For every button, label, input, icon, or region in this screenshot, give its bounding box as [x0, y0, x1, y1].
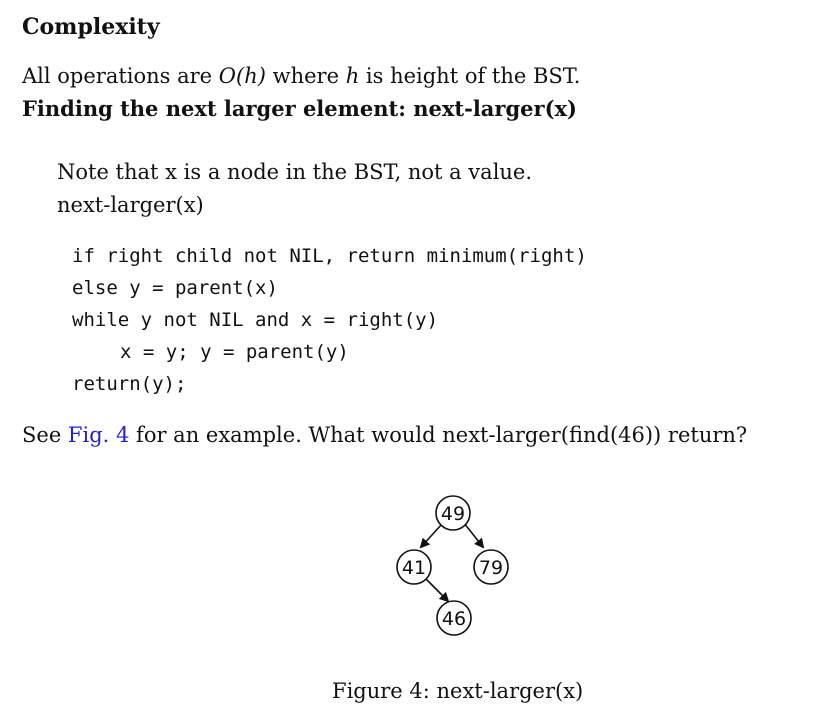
section-heading: Complexity — [22, 14, 160, 40]
code-line-3: while y not NIL and x = right(y) — [72, 309, 439, 331]
complexity-prefix: All operations are — [22, 64, 219, 88]
bst-figure — [390, 490, 520, 640]
node-label-46: 46 — [441, 608, 467, 630]
example-suffix: for an example. What would next-larger(find(46)) return? — [129, 423, 748, 447]
code-line-5: return(y); — [72, 373, 187, 395]
example-sentence — [22, 423, 747, 447]
node-label-49: 49 — [440, 503, 466, 525]
code-line-4: x = y; y = parent(y) — [120, 341, 349, 363]
edge-41-46 — [426, 579, 448, 601]
complexity-variable: h — [345, 64, 360, 88]
node-label-79: 79 — [478, 557, 504, 579]
example-prefix: See — [22, 423, 68, 447]
node-label-41: 41 — [401, 557, 427, 579]
node-46 — [437, 601, 471, 635]
subsection-heading: Finding the next larger element: next-larger(x) — [22, 96, 577, 121]
complexity-sentence — [22, 64, 580, 88]
complexity-expression: O(h) — [218, 64, 266, 88]
code-line-1: if right child not NIL, return minimum(right) — [72, 245, 587, 267]
node-49 — [436, 496, 470, 530]
algorithm-signature: next-larger(x) — [57, 193, 204, 217]
node-41 — [397, 550, 431, 584]
complexity-suffix: is height of the BST. — [359, 64, 581, 88]
edge-49-41 — [421, 524, 442, 547]
complexity-mid: where — [265, 64, 346, 88]
edge-49-79 — [464, 523, 483, 547]
figure-link[interactable]: Fig. 4 — [67, 423, 130, 447]
code-line-2: else y = parent(x) — [72, 277, 278, 299]
node-79 — [474, 550, 508, 584]
algorithm-note: Note that x is a node in the BST, not a value. — [57, 160, 533, 184]
figure-caption: Figure 4: next-larger(x) — [332, 679, 584, 703]
